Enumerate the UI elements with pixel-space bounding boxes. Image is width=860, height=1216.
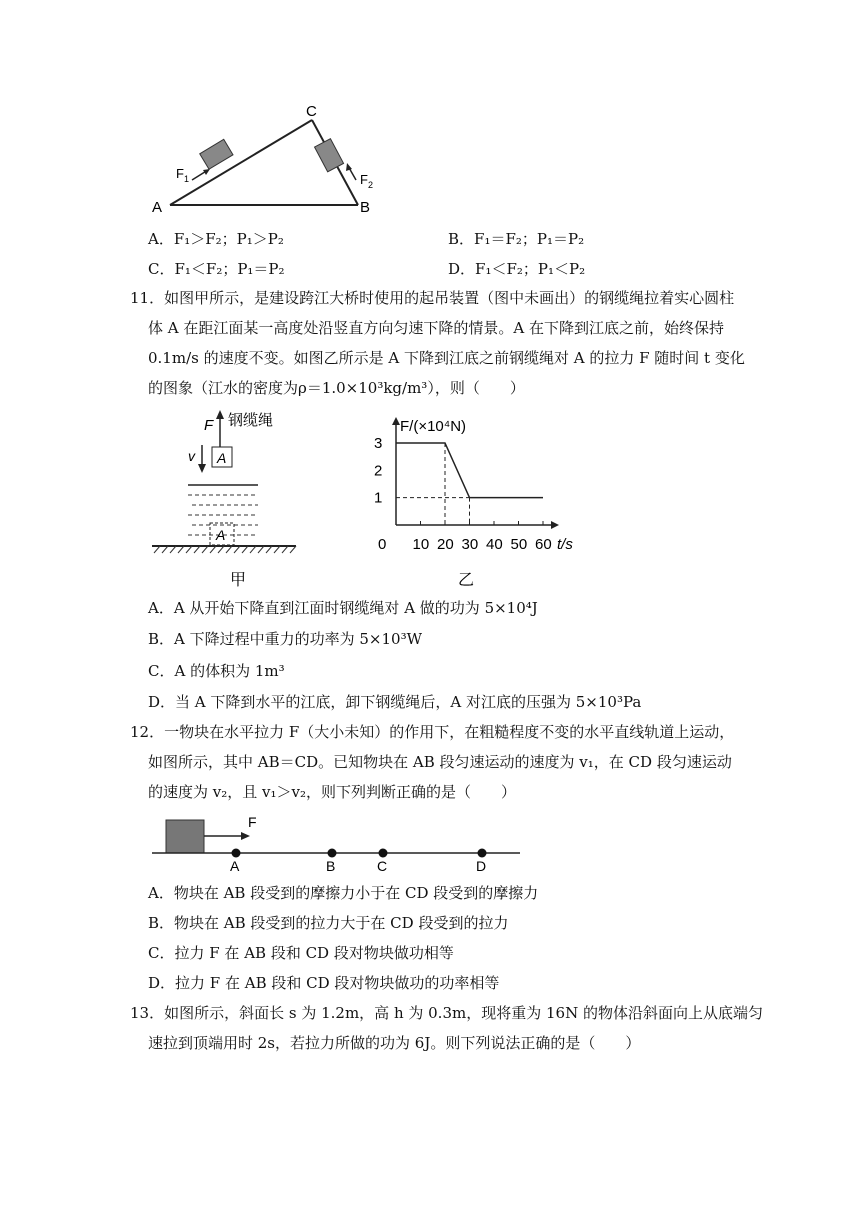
q11-option-b: B．A 下降过程中重力的功率为 5×10³W [148, 630, 423, 648]
q11-option-d: D．当 A 下降到水平的江底，卸下钢缆绳后，A 对江底的压强为 5×10³Pa [148, 693, 642, 711]
q12-line-3: 的速度为 v₂，且 v₁＞v₂，则下列判断正确的是（ ） [148, 783, 517, 801]
chart-y-tick-label: 1 [374, 489, 383, 507]
q13-line-2: 速拉到顶端用时 2s，若拉力所做的功为 6J。则下列说法正确的是（ ） [148, 1034, 641, 1052]
caption-yi: 乙 [458, 572, 475, 589]
label-point-b: B [326, 858, 336, 874]
q11-option-a: A．A 从开始下降直到江面时钢缆绳对 A 做的功为 5×10⁴J [148, 599, 538, 617]
q12-option-a: A．物块在 AB 段受到的摩擦力小于在 CD 段受到的摩擦力 [148, 884, 539, 902]
q11-line-4: 的图象（江水的密度为ρ＝1.0×10³kg/m³），则（ ） [148, 379, 525, 397]
track-figure-q12 [150, 812, 530, 874]
q12-option-d: D．拉力 F 在 AB 段和 CD 段对物块做功的功率相等 [148, 974, 500, 992]
chart-x-label: t/s [557, 536, 573, 553]
label-f2-sub: 2 [368, 180, 374, 190]
arrow-f2-head [346, 163, 352, 171]
rope-arrow-head [216, 410, 224, 419]
q11-number: 11． [130, 289, 165, 307]
label-b: B [360, 199, 371, 216]
q11-line-3: 0.1m/s 的速度不变。如图乙所示是 A 下降到江底之前钢缆绳对 A 的拉力 F 随时间 t 变化 [148, 349, 745, 367]
label-a-bottom: A [216, 527, 226, 543]
chart-origin-label: 0 [378, 536, 387, 553]
incline-figure-q10 [140, 100, 380, 220]
chart-y-tick-label: 3 [374, 435, 383, 452]
label-a: A [152, 199, 163, 216]
q11-line-1: 11．如图甲所示，是建设跨江大桥时使用的起吊装置（图中未画出）的钢缆绳拉着实心圆柱 [130, 289, 735, 307]
q13-line-1: 13．如图所示，斜面长 s 为 1.2m，高 h 为 0.3m，现将重为 16N 的物体沿斜面向上从底端匀 [130, 1004, 763, 1022]
incline-ac [170, 120, 312, 205]
q11-line-2: 体 A 在距江面某一高度处沿竖直方向匀速下降的情景。A 在下降到江底之前，始终保持 [148, 319, 724, 337]
q12-option-b: B．物块在 AB 段受到的拉力大于在 CD 段受到的拉力 [148, 914, 509, 932]
q12-line-1: 12．一物块在水平拉力 F（大小未知）的作用下，在粗糙程度不变的水平直线轨道上运动， [130, 723, 735, 741]
velocity-arrow-head [198, 464, 206, 473]
chart-x-tick-label: 50 [510, 536, 528, 553]
q11-option-c: C．A 的体积为 1m³ [148, 662, 285, 680]
chart-series-line [396, 443, 543, 498]
label-a-top: A [217, 450, 227, 466]
label-point-a: A [230, 858, 240, 874]
q10-option-c: C．F₁＜F₂；P₁＝P₂ [148, 260, 285, 278]
label-point-d: D [476, 858, 487, 874]
q10-option-d: D．F₁＜F₂；P₁＜P₂ [448, 260, 586, 278]
block-right [315, 139, 344, 172]
caption-jia: 甲 [230, 572, 247, 589]
label-f2: F [360, 172, 368, 187]
riverbed-hatch [154, 546, 296, 553]
chart-y-tick-label: 2 [374, 462, 383, 480]
label-c: C [306, 103, 317, 120]
point-c [379, 849, 388, 858]
chart-x-tick-label: 20 [437, 536, 454, 553]
q10-option-b: B．F₁＝F₂；P₁＝P₂ [448, 230, 585, 248]
chart-y-axis-arrow [392, 417, 400, 425]
figure-yi-chart [360, 405, 590, 590]
point-d [478, 849, 487, 858]
chart-y-label: F/(×10⁴N) [400, 418, 467, 435]
label-rope: 钢缆绳 [228, 412, 274, 429]
chart-x-tick-label: 10 [412, 536, 430, 553]
block-left [200, 139, 233, 169]
q10-option-a: A．F₁＞F₂；P₁＞P₂ [148, 230, 284, 248]
chart-x-tick-label: 30 [461, 536, 479, 553]
q13-number: 13． [130, 1004, 165, 1022]
point-b [328, 849, 337, 858]
label-force-f: F [248, 814, 257, 830]
chart-x-axis-arrow [551, 521, 559, 529]
chart-x-tick-label: 60 [535, 536, 552, 553]
label-f1: F [176, 166, 184, 181]
point-a [232, 849, 241, 858]
block-q12 [166, 820, 204, 853]
figure-jia [148, 405, 308, 590]
q12-option-c: C．拉力 F 在 AB 段和 CD 段对物块做功相等 [148, 944, 454, 962]
force-arrow-head [241, 832, 250, 840]
label-v: v [188, 448, 195, 464]
q12-line-2: 如图所示，其中 AB＝CD。已知物块在 AB 段匀速运动的速度为 v₁，在 CD 段匀速运动 [148, 753, 732, 771]
q12-number: 12． [130, 723, 165, 741]
label-point-c: C [377, 858, 388, 874]
label-f-force: F [204, 417, 214, 434]
chart-x-tick-label: 40 [486, 536, 503, 553]
label-f1-sub: 1 [184, 174, 190, 184]
